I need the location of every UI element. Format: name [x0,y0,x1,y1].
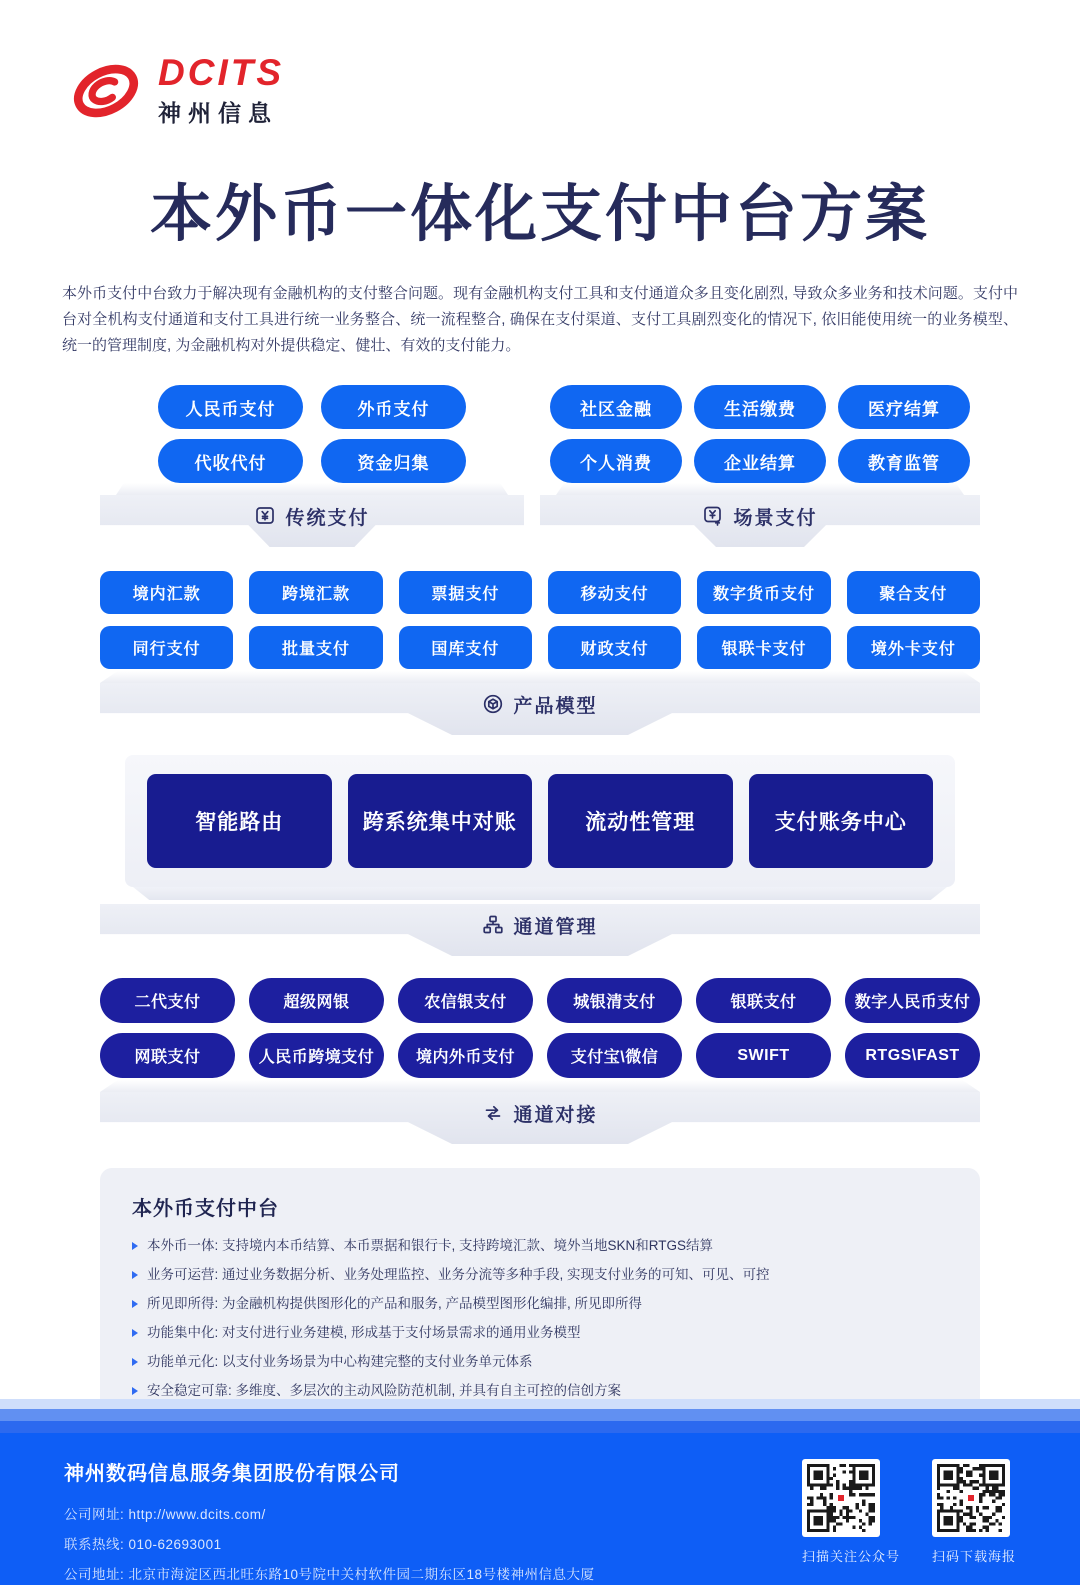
channel-pill: SWIFT [696,1033,831,1078]
triangle-bullet-icon [132,1242,138,1250]
cube-icon [482,693,504,715]
product-pill: 国库支付 [399,626,532,669]
bullet-item: 业务可运营: 通过业务数据分析、业务处理监控、业务分流等多种手段, 实现支付业务的可知、可见、可控 [132,1265,948,1284]
triangle-bullet-icon [132,1300,138,1308]
triangle-bullet-icon [132,1387,138,1395]
qr-caption: 扫码下载海报 [931,1549,1016,1564]
traditional-pedestal [100,495,524,547]
management-box: 流动性管理 [548,774,733,868]
channel-pill: 境内外币支付 [398,1033,533,1078]
product-model-grid [100,571,980,669]
product-pill: 境内汇款 [100,571,233,614]
channel-pill: 农信银支付 [398,978,533,1023]
payment-pill: 生活缴费 [694,385,826,429]
product-pill: 同行支付 [100,626,233,669]
top-groups [100,385,980,547]
product-pill: 境外卡支付 [847,626,980,669]
channel-pill: RTGS\FAST [845,1033,980,1078]
middle-platform-info-box [100,1168,980,1424]
brand-name: DCITS [158,52,284,93]
footer-band-medium [0,1409,1080,1421]
orgchart-icon [482,914,504,936]
header [0,0,1080,128]
bullet-item: 功能单元化: 以支付业务场景为中心构建完整的支付业务单元体系 [132,1352,948,1371]
footer-main [0,1433,1080,1585]
product-pill: 聚合支付 [847,571,980,614]
channel-pill: 网联支付 [100,1033,235,1078]
swap-arrows-icon [482,1102,504,1124]
payment-pill: 医疗结算 [838,385,970,429]
qr-caption: 扫描关注公众号 [801,1549,900,1564]
page-title: 本外币一体化支付中台方案 [149,180,930,249]
channel-management-pedestal [100,904,980,956]
section-label: 传统支付 [100,495,524,537]
footer-contact-block [64,1457,595,1585]
bullet-item: 安全稳定可靠: 多维度、多层次的主动风险防范机制, 并具有自主可控的信创方案 [132,1381,948,1400]
channel-pill: 人民币跨境支付 [249,1033,384,1078]
triangle-bullet-icon [132,1329,138,1337]
channel-pill: 数字人民币支付 [845,978,980,1023]
payment-pill: 企业结算 [694,439,826,483]
channel-pill: 银联支付 [696,978,831,1023]
channel-pill: 城银清支付 [547,978,682,1023]
payment-pill: 个人消费 [550,439,682,483]
platform-ledge [100,1080,980,1092]
info-box-title: 本外币支付中台 [132,1198,279,1220]
product-pill: 票据支付 [399,571,532,614]
company-name: 神州数码信息服务集团股份有限公司 [64,1463,400,1485]
channel-connect-grid [100,978,980,1078]
footer-band-dark [0,1421,1080,1433]
bullet-item: 本外币一体: 支持境内本币结算、本币票据和银行卡, 支持跨境汇款、境外当地SKN和RTGS结算 [132,1236,948,1255]
payment-pill: 人民币支付 [158,385,303,429]
company-address: 公司地址: 北京市海淀区西北旺东路10号院中关村软件园二期东区18号楼神州信息大厦 [64,1567,595,1582]
section-label: 场景支付 [540,495,980,537]
section-label: 通道对接 [100,1092,980,1134]
swirl-logo-icon [66,58,146,124]
dcits-logo [66,54,1080,128]
qr-block-poster [932,1459,1016,1585]
intro-paragraph: 本外币支付中台致力于解决现有金融机构的支付整合问题。现有金融机构支付工具和支付通道众多且变化剧烈, 导致众多业务和技术问题。支付中台对全机构支付通道和支付工具进行统一业务整合、统一流程整合, 确保在支付渠道、支付工具剧烈变化的情况下, 依旧能使用统一的业务模型、统一的管理制度, 为金融机构对外提供稳定、健壮、有效的支付能力。 [62,285,1018,354]
section-label: 通道管理 [100,904,980,946]
payment-pill: 代收代付 [158,439,303,483]
footer-band-light [0,1399,1080,1409]
product-pill: 数字货币支付 [697,571,830,614]
channel-pill: 超级网银 [249,978,384,1023]
channel-management-panel [125,755,955,900]
triangle-bullet-icon [132,1358,138,1366]
qr-block-wechat [802,1459,900,1585]
product-pill: 银联卡支付 [697,626,830,669]
yen-frame-icon [254,505,276,527]
product-pill: 跨境汇款 [249,571,382,614]
management-box: 跨系统集中对账 [348,774,533,868]
panel-front-face [133,887,947,900]
payment-pill: 资金归集 [321,439,466,483]
platform-ledge [100,671,980,683]
yen-arrow-icon [702,505,724,527]
channel-connect-pedestal [100,1092,980,1144]
channel-pill: 二代支付 [100,978,235,1023]
qr-section [802,1457,1016,1585]
company-website: 公司网址: http://www.dcits.com/ [64,1507,266,1522]
product-pill: 批量支付 [249,626,382,669]
bullet-list [132,1236,948,1400]
company-hotline: 联系热线: 010-62693001 [64,1537,222,1552]
qr-code-wechat [802,1459,880,1537]
footer [0,1399,1080,1585]
platform-ledge [116,483,508,495]
triangle-bullet-icon [132,1271,138,1279]
channel-pill: 支付宝\微信 [547,1033,682,1078]
management-box: 智能路由 [147,774,332,868]
management-box: 支付账务中心 [749,774,934,868]
section-label: 产品模型 [100,683,980,725]
payment-pill: 社区金融 [550,385,682,429]
platform-ledge [556,483,964,495]
brand-text [158,54,284,128]
bullet-item: 功能集中化: 对支付进行业务建模, 形成基于支付场景需求的通用业务模型 [132,1323,948,1342]
payment-pill: 教育监管 [838,439,970,483]
product-model-pedestal [100,683,980,735]
scenario-payment-group [540,385,980,547]
brand-subtitle: 神州信息 [158,100,278,126]
product-pill: 财政支付 [548,626,681,669]
traditional-payment-group [100,385,524,547]
bullet-item: 所见即所得: 为金融机构提供图形化的产品和服务, 产品模型图形化编排, 所见即所得 [132,1294,948,1313]
product-pill: 移动支付 [548,571,681,614]
scenario-pedestal [540,495,980,547]
qr-code-poster [932,1459,1010,1537]
payment-pill: 外币支付 [321,385,466,429]
